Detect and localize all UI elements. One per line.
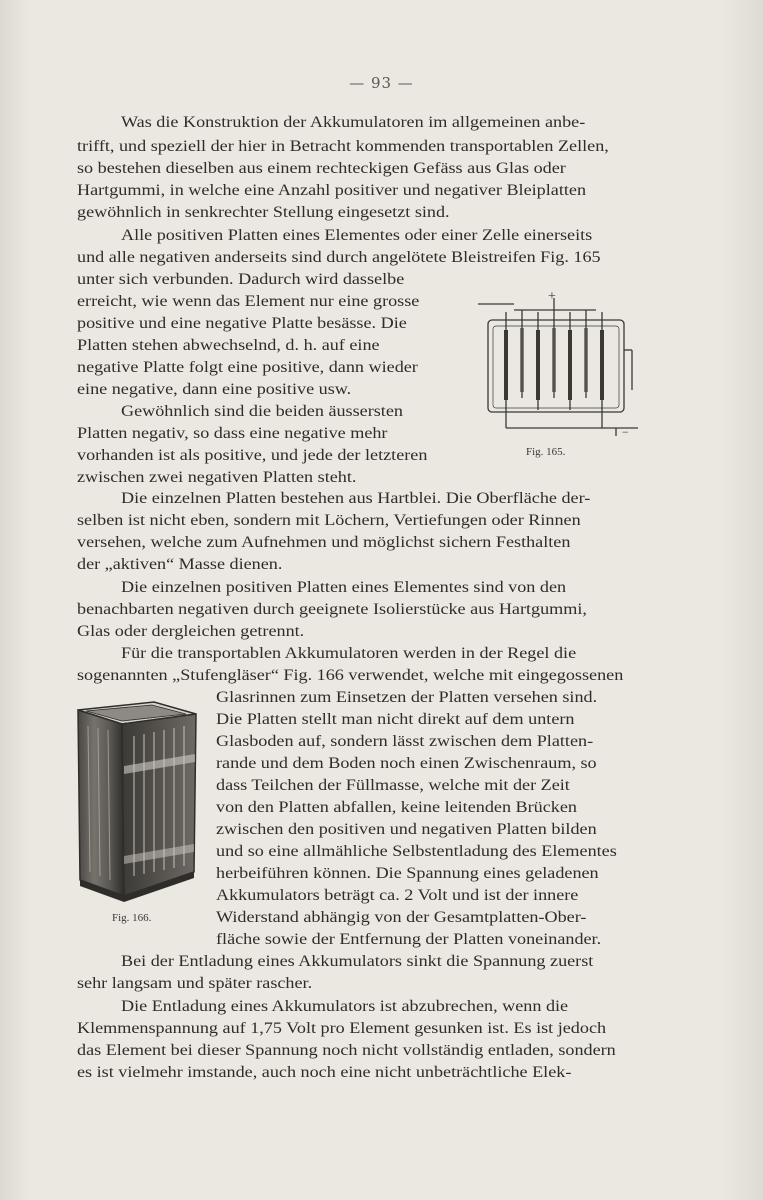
figure-165-diagram [466, 290, 646, 440]
text-line: unter sich verbunden. Dadurch wird dasselbe [77, 270, 405, 288]
text-line: sehr langsam und später rascher. [77, 974, 313, 992]
figure-166-caption: Fig. 166. [112, 912, 152, 924]
text-line: von den Platten abfallen, keine leitenden Brücken [216, 798, 577, 816]
text-line: dass Teilchen der Füllmasse, welche mit der Zeit [216, 776, 570, 794]
page-number: — 93 — [349, 74, 414, 92]
text-line: selben ist nicht eben, sondern mit Löchern, Vertiefungen oder Rinnen [77, 511, 581, 529]
text-line: Die einzelnen positiven Platten eines Elementes sind von den [121, 578, 567, 596]
text-line: es ist vielmehr imstande, auch noch eine nicht unbeträchtliche Elek- [77, 1063, 572, 1081]
text-line: und so eine allmähliche Selbstentladung des Elementes [216, 842, 617, 860]
text-line: positive und eine negative Platte besässe. Die [77, 314, 407, 332]
text-line: so bestehen dieselben aus einem rechteckigen Gefäss aus Glas oder [77, 159, 566, 177]
text-line: eine negative, dann eine positive usw. [77, 380, 352, 398]
text-line: Platten stehen abwechselnd, d. h. auf eine [77, 336, 380, 354]
text-line: Alle positiven Platten eines Elementes oder einer Zelle einerseits [121, 226, 593, 244]
text-line: das Element bei dieser Spannung noch nicht vollständig entladen, sondern [77, 1041, 616, 1059]
text-line: erreicht, wie wenn das Element nur eine grosse [77, 292, 420, 310]
text-line: zwischen zwei negativen Platten steht. [77, 468, 357, 486]
text-line: Glas oder dergleichen getrennt. [77, 622, 305, 640]
text-line: fläche sowie der Entfernung der Platten voneinander. [216, 930, 602, 948]
text-line: herbeiführen können. Die Spannung eines geladenen [216, 864, 599, 882]
text-line: vorhanden ist als positive, und jede der letzteren [77, 446, 428, 464]
text-line: versehen, welche zum Aufnehmen und möglichst sichern Festhalten [77, 533, 571, 551]
text-line: Die Entladung eines Akkumulators ist abzubrechen, wenn die [121, 997, 569, 1015]
text-line: Widerstand abhängig von der Gesamtplatten-Ober- [216, 908, 587, 926]
text-line: zwischen den positiven und negativen Platten bilden [216, 820, 597, 838]
text-line: Für die transportablen Akkumulatoren werden in der Regel die [121, 644, 577, 662]
text-line: Gewöhnlich sind die beiden äussersten [121, 402, 403, 420]
plus-terminal-label: + [548, 289, 556, 304]
text-line: und alle negativen anderseits sind durch angelötete Bleistreifen Fig. 165 [77, 248, 601, 266]
text-line: rande und dem Boden noch einen Zwischenraum, so [216, 754, 597, 772]
text-line: Bei der Entladung eines Akkumulators sinkt die Spannung zuerst [121, 952, 594, 970]
text-line: Platten negativ, so dass eine negative mehr [77, 424, 388, 442]
text-line: Die einzelnen Platten bestehen aus Hartblei. Die Oberfläche der- [121, 489, 591, 507]
figure-166-illustration [74, 696, 200, 906]
text-line: Glasboden auf, sondern lässt zwischen dem Platten- [216, 732, 594, 750]
text-line: Glasrinnen zum Einsetzen der Platten versehen sind. [216, 688, 598, 706]
minus-terminal-label: − [622, 425, 629, 439]
text-line: Was die Konstruktion der Akkumulatoren im allgemeinen anbe- [121, 113, 586, 131]
text-line: gewöhnlich in senkrechter Stellung eingesetzt sind. [77, 203, 450, 221]
text-line: sogenannten „Stufengläser“ Fig. 166 verwendet, welche mit eingegossenen [77, 666, 624, 684]
text-line: benachbarten negativen durch geeignete Isolierstücke aus Hartgummi, [77, 600, 587, 618]
text-line: negative Platte folgt eine positive, dann wieder [77, 358, 418, 376]
text-line: trifft, und speziell der hier in Betracht kommenden transportablen Zellen, [77, 137, 609, 155]
text-line: Die Platten stellt man nicht direkt auf dem untern [216, 710, 575, 728]
text-line: Akkumulators beträgt ca. 2 Volt und ist der innere [216, 886, 579, 904]
text-line: der „aktiven“ Masse dienen. [77, 555, 283, 573]
text-line: Hartgummi, in welche eine Anzahl positiver und negativer Bleiplatten [77, 181, 587, 199]
figure-165-caption: Fig. 165. [526, 446, 566, 458]
text-line: Klemmenspannung auf 1,75 Volt pro Element gesunken ist. Es ist jedoch [77, 1019, 607, 1037]
